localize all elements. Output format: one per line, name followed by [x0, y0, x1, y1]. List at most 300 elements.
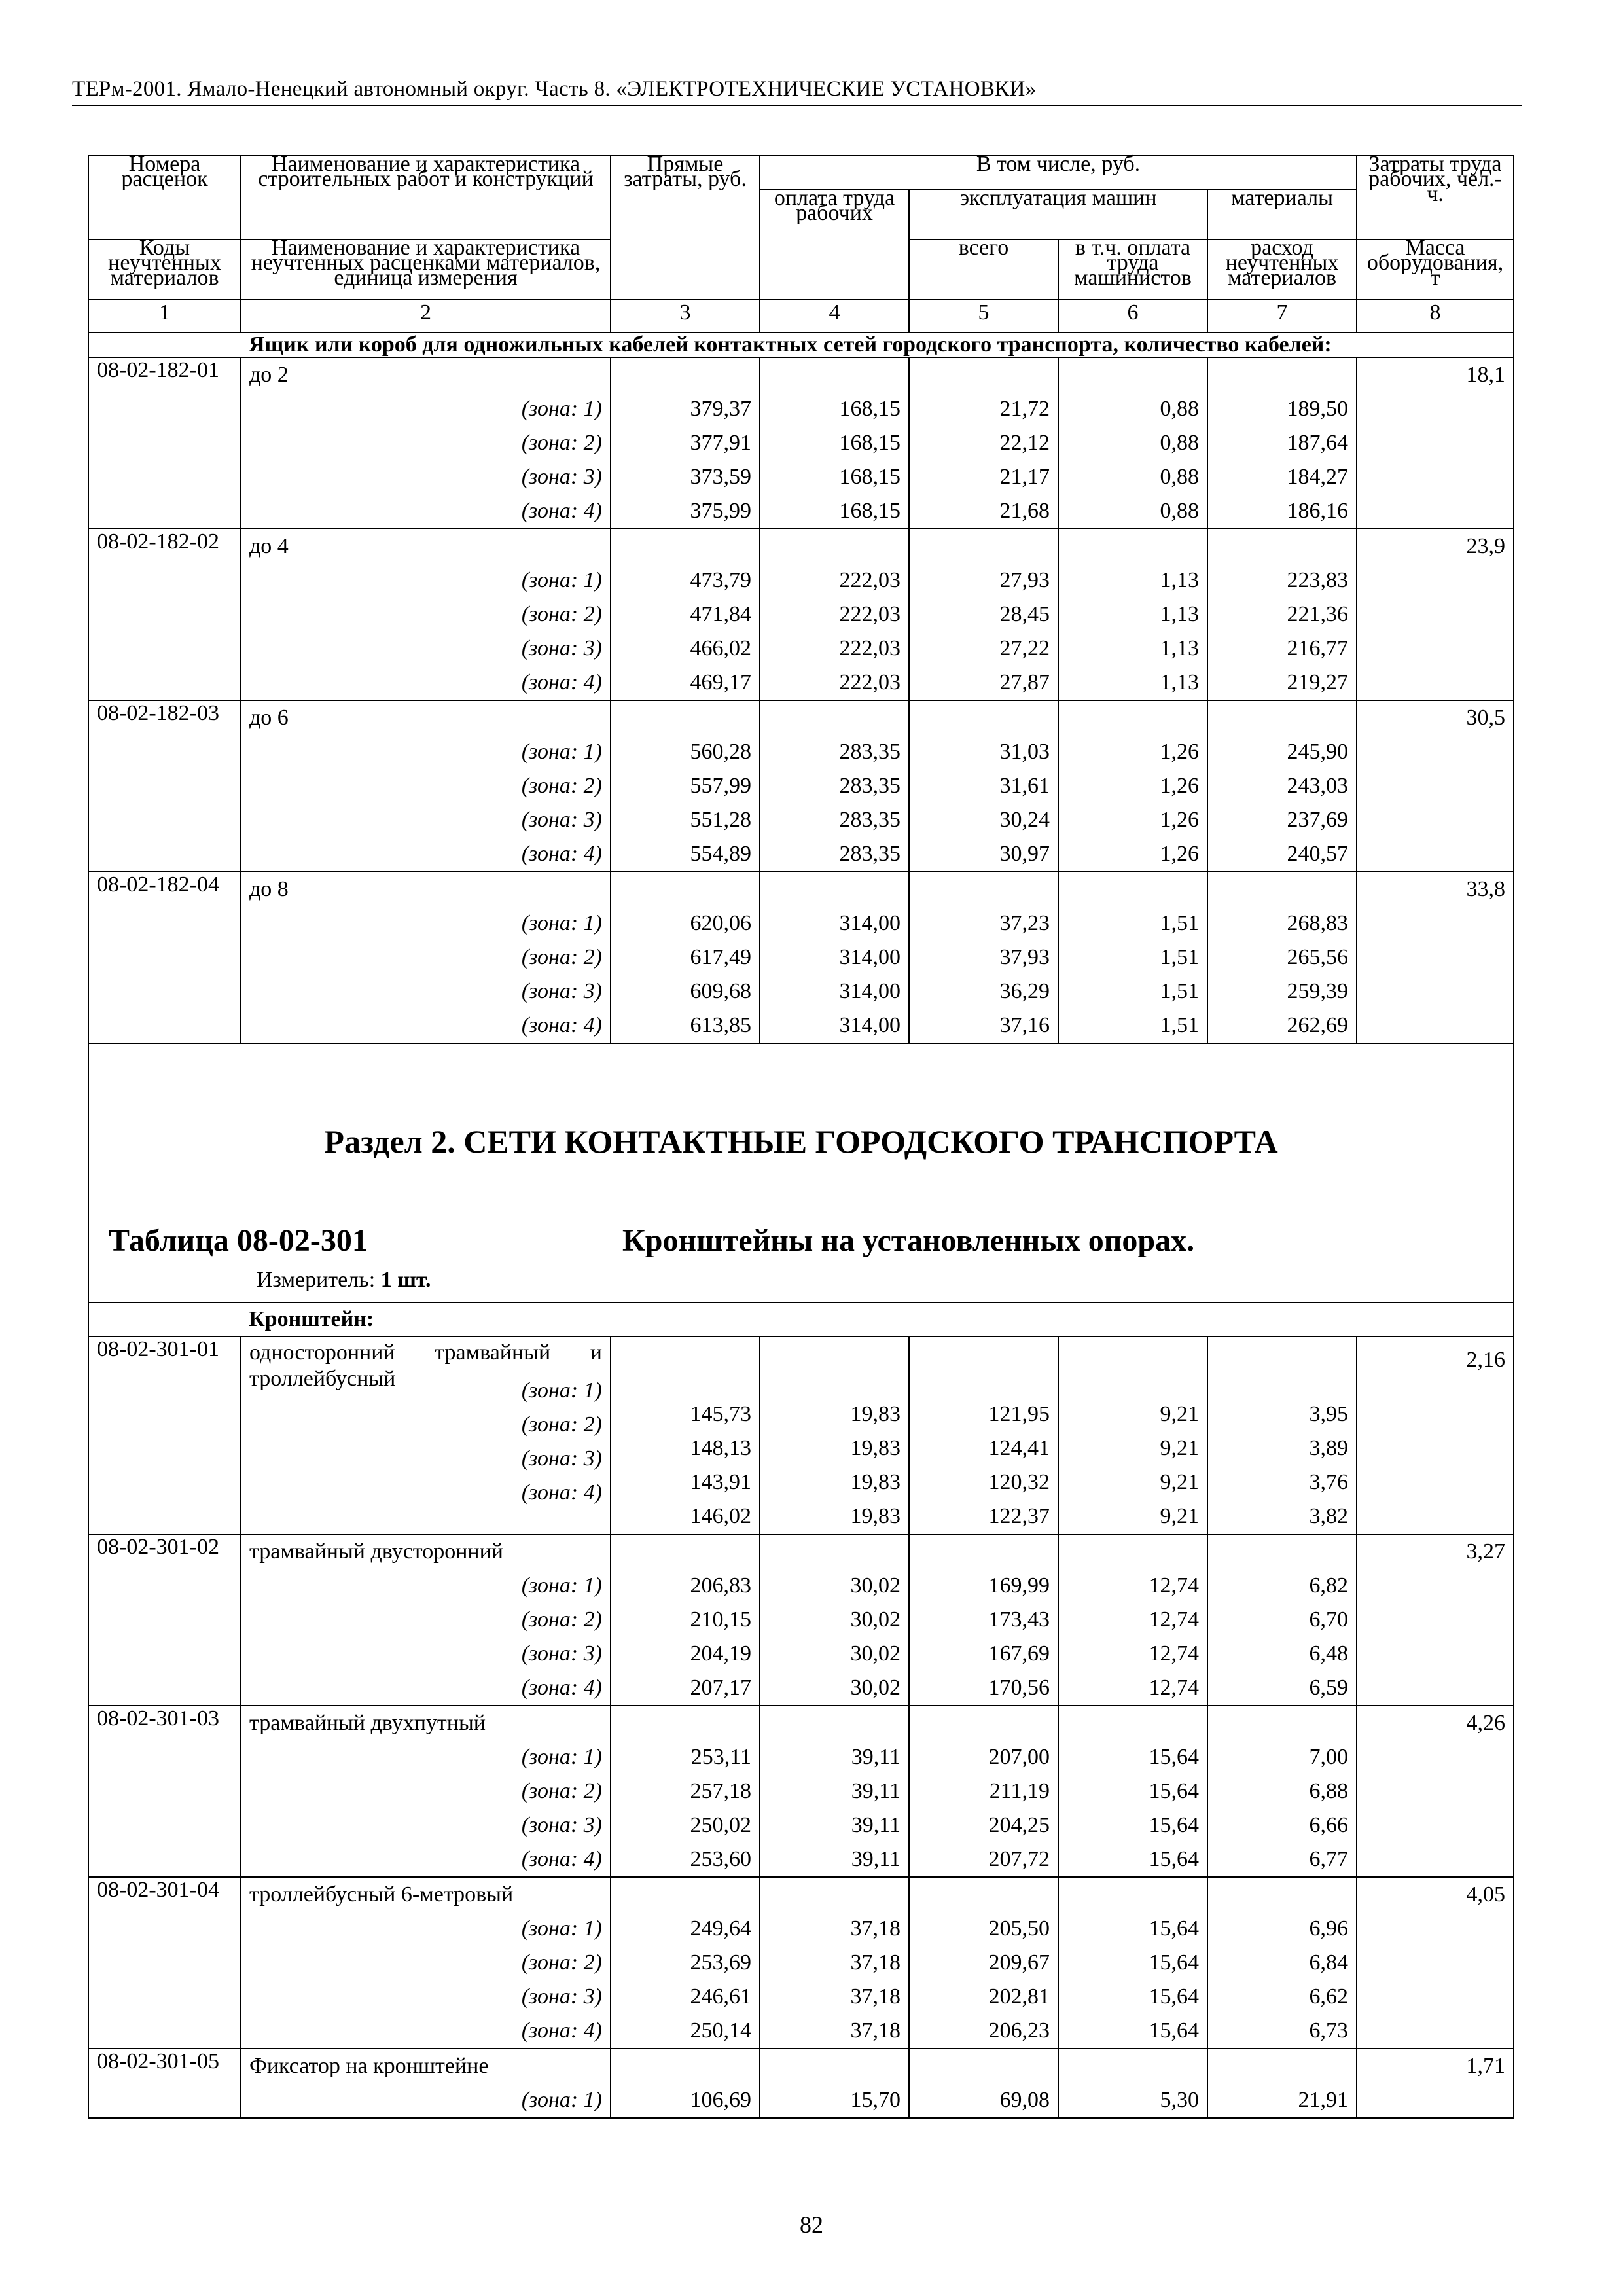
- blank-line: [918, 358, 1050, 392]
- operators-wages: 15,64: [1149, 1916, 1199, 1941]
- rate-row: [88, 357, 1514, 529]
- materials: 3,95: [1309, 1402, 1348, 1426]
- machines-total-cell: [909, 1534, 1058, 1706]
- machines-total: 31,61: [999, 774, 1050, 798]
- machines-total: 27,22: [999, 636, 1050, 660]
- materials: 262,69: [1287, 1013, 1348, 1037]
- table-number: Таблица 08-02-301: [109, 1223, 368, 1258]
- wages: 314,00: [839, 945, 901, 969]
- operators-wages: 1,51: [1160, 945, 1199, 969]
- direct-cost: 469,17: [690, 670, 751, 694]
- machines-total: 30,24: [999, 808, 1050, 832]
- blank-line: [918, 1337, 1050, 1397]
- header-material-codes: Коды неучтенных материалов: [88, 240, 241, 300]
- machines-total: 169,99: [988, 1573, 1050, 1598]
- materials: 259,39: [1287, 979, 1348, 1003]
- direct-cost: 148,13: [690, 1436, 751, 1460]
- rate-name: до 8: [249, 877, 289, 901]
- rate-code: 08-02-182-01: [88, 357, 241, 529]
- zone-label: (зона: 3): [521, 465, 602, 489]
- materials: 6,82: [1309, 1573, 1348, 1598]
- wages: 283,35: [839, 774, 901, 798]
- zone-label: (зона: 3): [521, 1984, 602, 2009]
- labor-cost: 23,9: [1466, 534, 1505, 558]
- blank-line: [918, 872, 1050, 906]
- blank-line: [918, 2049, 1050, 2083]
- machines-total: 22,12: [999, 431, 1050, 455]
- direct-cost: 257,18: [690, 1779, 751, 1803]
- materials: 6,59: [1309, 1676, 1348, 1700]
- materials: 6,66: [1309, 1813, 1348, 1837]
- machines-total: 121,95: [988, 1402, 1050, 1426]
- blank-line: [1067, 1878, 1199, 1912]
- blank-line: [918, 1706, 1050, 1740]
- column-number: 1: [88, 300, 241, 332]
- zone-label: (зона: 2): [521, 431, 602, 455]
- blank-line: [619, 529, 751, 564]
- wages: 314,00: [839, 1013, 901, 1037]
- wages-cell: [760, 1336, 909, 1534]
- wages-cell: [760, 529, 909, 700]
- materials: 3,82: [1309, 1504, 1348, 1528]
- materials: 184,27: [1287, 465, 1348, 489]
- labor-cost: 1,71: [1466, 2054, 1505, 2078]
- blank-line: [1216, 1706, 1348, 1740]
- operators-wages: 1,13: [1160, 568, 1199, 592]
- wages: 168,15: [839, 499, 901, 523]
- blank-line: [1067, 1337, 1199, 1397]
- direct-cost: 554,89: [690, 842, 751, 866]
- wages: 30,02: [850, 1573, 901, 1598]
- materials: 6,70: [1309, 1607, 1348, 1632]
- machines-total-cell: [909, 872, 1058, 1043]
- materials-cell: [1207, 1534, 1357, 1706]
- direct-cost: 253,69: [690, 1950, 751, 1975]
- labor-cost-cell: [1357, 1877, 1514, 2049]
- zone-label: (зона: 4): [521, 842, 602, 866]
- materials-cell: [1207, 872, 1357, 1043]
- operators-wages-cell: [1058, 529, 1207, 700]
- operators-wages: 9,21: [1160, 1504, 1199, 1528]
- blank-line: [1067, 2049, 1199, 2083]
- machines-total-cell: [909, 357, 1058, 529]
- direct-cost: 143,91: [690, 1470, 751, 1494]
- machines-total-cell: [909, 700, 1058, 872]
- wages: 19,83: [850, 1504, 901, 1528]
- labor-cost-cell: [1357, 1706, 1514, 1877]
- labor-cost: 4,05: [1466, 1882, 1505, 1907]
- operators-wages-cell: [1058, 872, 1207, 1043]
- labor-cost: 3,27: [1466, 1539, 1505, 1564]
- rate-code: 08-02-301-03: [88, 1706, 241, 1877]
- direct-cost: 204,19: [690, 1641, 751, 1666]
- direct-cost-cell: [611, 2049, 760, 2118]
- rate-name: до 6: [249, 706, 289, 730]
- section-row: [88, 1043, 1514, 1302]
- zone-label: (зона: 1): [521, 1745, 602, 1769]
- zone-label: (зона: 1): [521, 397, 602, 421]
- zone-label: (зона: 2): [521, 1607, 602, 1632]
- blank-line: [768, 2049, 901, 2083]
- materials: 3,76: [1309, 1470, 1348, 1494]
- labor-cost: 33,8: [1466, 877, 1505, 901]
- machines-total: 31,03: [999, 740, 1050, 764]
- direct-cost-cell: [611, 1534, 760, 1706]
- wages: 37,18: [850, 1950, 901, 1975]
- wages-cell: [760, 1534, 909, 1706]
- column-number: 2: [241, 300, 611, 332]
- operators-wages: 1,51: [1160, 979, 1199, 1003]
- zone-label: (зона: 4): [521, 499, 602, 523]
- direct-cost: 609,68: [690, 979, 751, 1003]
- labor-cost: 2,16: [1466, 1348, 1505, 1372]
- wages: 283,35: [839, 740, 901, 764]
- rate-row: [88, 2049, 1514, 2118]
- blank-line: [918, 1535, 1050, 1569]
- machines-total: 122,37: [988, 1504, 1050, 1528]
- zone-label: (зона: 2): [521, 945, 602, 969]
- zone-label: (зона: 4): [521, 2018, 602, 2043]
- zone-label: (зона: 1): [521, 1916, 602, 1941]
- group-title: Кронштейн:: [241, 1302, 1514, 1336]
- wages-cell: [760, 1706, 909, 1877]
- header-row-1: [88, 156, 1514, 190]
- blank-line: [1216, 872, 1348, 906]
- header-operators-wages: в т.ч. оплата труда машинистов: [1058, 240, 1207, 300]
- blank-line: [1216, 1878, 1348, 1912]
- wages: 222,03: [839, 602, 901, 626]
- operators-wages: 1,26: [1160, 740, 1199, 764]
- header-labor-costs: Затраты труда рабочих, чел.-ч.: [1357, 156, 1514, 240]
- labor-cost: 30,5: [1466, 706, 1505, 730]
- direct-cost: 207,17: [690, 1676, 751, 1700]
- machines-total: 27,93: [999, 568, 1050, 592]
- operators-wages-cell: [1058, 1877, 1207, 2049]
- materials: 243,03: [1287, 774, 1348, 798]
- wages: 19,83: [850, 1402, 901, 1426]
- rate-name-cell: [241, 1706, 611, 1877]
- operators-wages: 1,13: [1160, 636, 1199, 660]
- direct-cost-cell: [611, 872, 760, 1043]
- operators-wages-cell: [1058, 357, 1207, 529]
- machines-total-cell: [909, 1336, 1058, 1534]
- wages: 37,18: [850, 2018, 901, 2043]
- wages: 314,00: [839, 911, 901, 935]
- rate-row: [88, 1336, 1514, 1534]
- zone-label: (зона: 3): [521, 1446, 602, 1471]
- blank-line: [1067, 872, 1199, 906]
- blank-line: [768, 701, 901, 735]
- header-machines-total: всего: [909, 240, 1058, 300]
- zone-label: (зона: 3): [521, 1641, 602, 1666]
- materials: 216,77: [1287, 636, 1348, 660]
- machines-total: 30,97: [999, 842, 1050, 866]
- rate-name-cell: [241, 1534, 611, 1706]
- rate-name: трамвайный двухпутный: [249, 1711, 486, 1735]
- machines-total: 21,68: [999, 499, 1050, 523]
- running-header: ТЕРм-2001. Ямало-Ненецкий автономный округ. Часть 8. «ЭЛЕКТРОТЕХНИЧЕСКИЕ УСТАНОВКИ»: [72, 77, 1037, 101]
- blank-line: [768, 1535, 901, 1569]
- direct-cost: 377,91: [690, 431, 751, 455]
- wages: 37,18: [850, 1916, 901, 1941]
- machines-total-cell: [909, 2049, 1058, 2118]
- rate-code: 08-02-182-04: [88, 872, 241, 1043]
- machines-total: 37,16: [999, 1013, 1050, 1037]
- labor-cost-cell: [1357, 700, 1514, 872]
- operators-wages: 0,88: [1160, 499, 1199, 523]
- wages: 283,35: [839, 842, 901, 866]
- column-number: 4: [760, 300, 909, 332]
- blank-line: [1216, 358, 1348, 392]
- direct-cost: 373,59: [690, 465, 751, 489]
- rate-row: [88, 1706, 1514, 1877]
- direct-cost: 145,73: [690, 1402, 751, 1426]
- materials: 268,83: [1287, 911, 1348, 935]
- machines-total: 28,45: [999, 602, 1050, 626]
- zone-label: (зона: 4): [521, 1847, 602, 1871]
- materials: 223,83: [1287, 568, 1348, 592]
- machines-total: 37,23: [999, 911, 1050, 935]
- blank-line: [1216, 1337, 1348, 1397]
- price-table: [88, 152, 1514, 2119]
- zone-label: (зона: 4): [521, 1013, 602, 1037]
- wages: 37,18: [850, 1984, 901, 2009]
- operators-wages: 0,88: [1160, 465, 1199, 489]
- machines-total: 205,50: [988, 1916, 1050, 1941]
- operators-wages: 9,21: [1160, 1436, 1199, 1460]
- header-direct-costs: Прямые затраты, руб.: [611, 156, 760, 300]
- materials-cell: [1207, 529, 1357, 700]
- direct-cost: 253,11: [690, 1745, 751, 1769]
- labor-cost-cell: [1357, 1336, 1514, 1534]
- rate-code: 08-02-182-02: [88, 529, 241, 700]
- rate-name-cell: [241, 1877, 611, 2049]
- operators-wages: 0,88: [1160, 431, 1199, 455]
- direct-cost: 613,85: [690, 1013, 751, 1037]
- operators-wages: 1,13: [1160, 670, 1199, 694]
- materials: 6,73: [1309, 2018, 1348, 2043]
- direct-cost: 471,84: [690, 602, 751, 626]
- rate-name: до 4: [249, 534, 289, 558]
- direct-cost: 551,28: [690, 808, 751, 832]
- zone-label: (зона: 1): [521, 740, 602, 764]
- table-body: [88, 152, 1514, 2118]
- operators-wages-cell: [1058, 1336, 1207, 1534]
- blank-line: [918, 1878, 1050, 1912]
- materials: 6,77: [1309, 1847, 1348, 1871]
- wages-cell: [760, 872, 909, 1043]
- materials: 3,89: [1309, 1436, 1348, 1460]
- blank-line: [768, 358, 901, 392]
- wages: 15,70: [850, 2088, 901, 2112]
- header-unaccounted-materials: расход неучтенных материалов: [1207, 240, 1357, 300]
- materials: 6,88: [1309, 1779, 1348, 1803]
- column-number: 7: [1207, 300, 1357, 332]
- column-number: 3: [611, 300, 760, 332]
- rate-name-cell: [241, 1336, 611, 1534]
- labor-cost-cell: [1357, 872, 1514, 1043]
- machines-total: 21,72: [999, 397, 1050, 421]
- rate-name-cell: [241, 872, 611, 1043]
- materials-cell: [1207, 1877, 1357, 2049]
- direct-cost: 557,99: [690, 774, 751, 798]
- machines-total-cell: [909, 1877, 1058, 2049]
- machines-total-cell: [909, 529, 1058, 700]
- blank-line: [619, 1706, 751, 1740]
- rate-name: трамвайный двусторонний: [249, 1539, 503, 1564]
- rate-name: троллейбусный 6-метровый: [249, 1882, 514, 1907]
- direct-cost-cell: [611, 529, 760, 700]
- header-materials: материалы: [1207, 190, 1357, 240]
- zone-label: (зона: 2): [521, 1950, 602, 1975]
- machines-total: 69,08: [999, 2088, 1050, 2112]
- materials-cell: [1207, 700, 1357, 872]
- rate-row: [88, 1877, 1514, 2049]
- direct-cost: 250,14: [690, 2018, 751, 2043]
- measure-label: Измеритель:: [257, 1268, 376, 1292]
- rate-code: 08-02-182-03: [88, 700, 241, 872]
- rate-name-cell: [241, 2049, 611, 2118]
- rate-name-cell: [241, 529, 611, 700]
- header-including: В том числе, руб.: [760, 156, 1357, 190]
- machines-total: 167,69: [988, 1641, 1050, 1666]
- materials: 21,91: [1298, 2088, 1348, 2112]
- direct-cost: 206,83: [690, 1573, 751, 1598]
- direct-cost: 106,69: [690, 2088, 751, 2112]
- operators-wages: 15,64: [1149, 1984, 1199, 2009]
- wages-cell: [760, 1877, 909, 2049]
- materials: 265,56: [1287, 945, 1348, 969]
- machines-total: 27,87: [999, 670, 1050, 694]
- column-number: 6: [1058, 300, 1207, 332]
- direct-cost: 250,02: [690, 1813, 751, 1837]
- wages: 314,00: [839, 979, 901, 1003]
- rate-row: [88, 529, 1514, 700]
- wages: 19,83: [850, 1470, 901, 1494]
- direct-cost-cell: [611, 1706, 760, 1877]
- zone-label: (зона: 2): [521, 774, 602, 798]
- rate-name-cell: [241, 357, 611, 529]
- wages: 39,11: [851, 1813, 901, 1837]
- rate-row: [88, 872, 1514, 1043]
- blank-line: [1067, 701, 1199, 735]
- direct-cost-cell: [611, 1877, 760, 2049]
- header-machines: эксплуатация машин: [909, 190, 1207, 240]
- zone-label: (зона: 3): [521, 979, 602, 1003]
- materials: 186,16: [1287, 499, 1348, 523]
- zone-label: (зона: 1): [521, 2088, 602, 2112]
- zone-label: (зона: 1): [521, 1573, 602, 1598]
- materials: 7,00: [1309, 1745, 1348, 1769]
- direct-cost: 620,06: [690, 911, 751, 935]
- machines-total: 211,19: [989, 1779, 1050, 1803]
- labor-cost-cell: [1357, 2049, 1514, 2118]
- operators-wages: 15,64: [1149, 1950, 1199, 1975]
- machines-total: 209,67: [988, 1950, 1050, 1975]
- header-wages: оплата труда рабочих: [760, 190, 909, 300]
- operators-wages: 15,64: [1149, 1745, 1199, 1769]
- direct-cost: 466,02: [690, 636, 751, 660]
- zone-label: (зона: 3): [521, 808, 602, 832]
- zone-label: (зона: 3): [521, 1813, 602, 1837]
- blank-line: [1067, 529, 1199, 564]
- operators-wages: 12,74: [1149, 1641, 1199, 1666]
- zone-label: (зона: 1): [521, 911, 602, 935]
- direct-cost: 210,15: [690, 1607, 751, 1632]
- materials: 6,48: [1309, 1641, 1348, 1666]
- section-title: Раздел 2. СЕТИ КОНТАКТНЫЕ ГОРОДСКОГО ТРАНСПОРТА: [324, 1123, 1278, 1160]
- materials: 6,62: [1309, 1984, 1348, 2009]
- direct-cost: 379,37: [690, 397, 751, 421]
- operators-wages: 1,26: [1160, 842, 1199, 866]
- machines-total: 173,43: [988, 1607, 1050, 1632]
- operators-wages: 9,21: [1160, 1402, 1199, 1426]
- zone-label: (зона: 4): [521, 1480, 602, 1505]
- wages-cell: [760, 2049, 909, 2118]
- direct-cost: 146,02: [690, 1504, 751, 1528]
- wages-cell: [760, 700, 909, 872]
- materials: 240,57: [1287, 842, 1348, 866]
- machines-total: 36,29: [999, 979, 1050, 1003]
- rate-name: Фиксатор на кронштейне: [249, 2054, 489, 2078]
- wages: 222,03: [839, 670, 901, 694]
- zone-label: (зона: 4): [521, 670, 602, 694]
- blank-line: [768, 529, 901, 564]
- blank-line: [1067, 1535, 1199, 1569]
- materials: 219,27: [1287, 670, 1348, 694]
- zone-label: (зона: 1): [521, 1378, 602, 1403]
- labor-cost: 4,26: [1466, 1711, 1505, 1735]
- wages: 168,15: [839, 431, 901, 455]
- operators-wages-cell: [1058, 2049, 1207, 2118]
- operators-wages: 12,74: [1149, 1607, 1199, 1632]
- blank-line: [619, 358, 751, 392]
- blank-line: [619, 872, 751, 906]
- materials-cell: [1207, 357, 1357, 529]
- rate-row: [88, 1534, 1514, 1706]
- wages: 283,35: [839, 808, 901, 832]
- blank-line: [1067, 1706, 1199, 1740]
- section-heading-block: [88, 1043, 1514, 1302]
- direct-cost: 253,60: [690, 1847, 751, 1871]
- materials: 187,64: [1287, 431, 1348, 455]
- machines-total: 204,25: [988, 1813, 1050, 1837]
- blank-line: [768, 1706, 901, 1740]
- materials-cell: [1207, 2049, 1357, 2118]
- materials: 6,84: [1309, 1950, 1348, 1975]
- wages: 19,83: [850, 1436, 901, 1460]
- direct-cost: 246,61: [690, 1984, 751, 2009]
- wages: 39,11: [851, 1779, 901, 1803]
- rate-code: 08-02-301-02: [88, 1534, 241, 1706]
- measure-value: 1 шт.: [380, 1268, 431, 1292]
- machines-total: 202,81: [988, 1984, 1050, 2009]
- operators-wages: 15,64: [1149, 1847, 1199, 1871]
- direct-cost: 617,49: [690, 945, 751, 969]
- labor-cost-cell: [1357, 357, 1514, 529]
- rate-row: [88, 700, 1514, 872]
- direct-cost: 375,99: [690, 499, 751, 523]
- operators-wages: 1,26: [1160, 808, 1199, 832]
- page-number: 82: [800, 2212, 823, 2238]
- labor-cost-cell: [1357, 529, 1514, 700]
- operators-wages: 1,51: [1160, 911, 1199, 935]
- rate-name: односторонний трамвайный и троллейбусный: [249, 1340, 602, 1391]
- blank-line: [918, 529, 1050, 564]
- labor-cost: 18,1: [1466, 363, 1505, 387]
- operators-wages: 12,74: [1149, 1676, 1199, 1700]
- blank-line: [1216, 529, 1348, 564]
